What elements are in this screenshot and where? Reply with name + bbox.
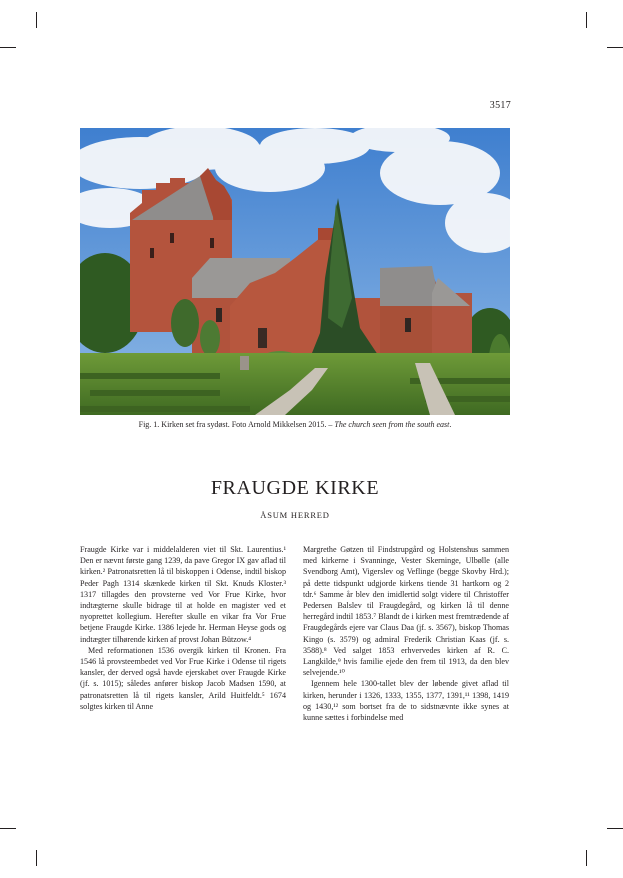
page-number: 3517 [489,100,511,111]
page-subtitle: ÅSUM HERRED [260,510,330,520]
figure-caption [80,419,510,430]
paragraph: Med reformationen 1536 overgik kirken til Kronen. Fra 1546 lå provsteembedet ved Vor Frue Kirke i Odense til rigets kansler, der derved også havde ejerskabet over Fraugde Kirke (jf. s. 1015); således anfører biskop Jacob Madsen 1590, at patronatsretten lå til rigets kansler, Arild Huitfeldt.⁵ 1674 solgtes kirken til Anne [80,645,286,711]
page-title: FRAUGDE KIRKE [210,477,380,499]
text-column-right [303,544,509,723]
caption-english: The church seen from the south east [334,420,450,429]
paragraph: Fraugde Kirke var i middelalderen viet til Skt. Laurentius.¹ Den er nævnt første gang 1239, da pave Gregor IX gav aflad til kirken.² Patronatsretten lå til biskoppen i Odense, indtil biskop Peder Pagh 1314 skænkede kirken til Skt. Knuds Kloster.³ 1317 tillagdes den provsterne ved Vor Frue Kirke, hvor indtægterne skulle bidrage til at holde en magister ved et nyoprettet kollegium. Herefter skulle en vikar fra Vor Frue betjene Fraugde Kirke. 1386 lejede hr. Herman Heyse gods og indtægter tilhørende kirken af provst Johan Bützow.⁴ [80,545,286,644]
caption-main: Fig. 1. Kirken set fra sydøst. Foto Arnold Mikkelsen 2015. – [138,420,335,429]
crop-mark-top-left-h [0,47,16,48]
paragraph: Margrethe Gøtzen til Findstrupgård og Holstenshus sammen med kirkerne i Svanninge, Vester Skerninge, Ulbølle (alle Svendborg Amt), Vigerslev og Veflinge (begge Skovby Hrd.); på dette tidspunkt udgjorde kirkens tiende 31 hartkorn og 2 tdr.⁶ Samme år blev den imidlertid solgt videre til Christoffer Pedersen Balslev til Fraugdegård, og kirken lå til denne herregård indtil 1853.⁷ Blandt de i kirken mest fremtrædende af Fraugdegårds ejere var Claus Daa (jf. s. 3567), biskop Thomas Kingo (s. 3579) og admiral Frederik Christian Kaas (jf. s. 3588).⁸ Ved salget 1853 erhvervedes kirken af R. C. Langkilde,⁹ hvis familie ejede den frem til 1913, da den blev selvejende.¹⁰ [303,545,510,678]
paragraph: Igennem hele 1300-tallet blev der løbende givet aflad til kirken, herunder i 1326, 1333, 1355, 1377, 1391,¹¹ 1398, 1419 og 1430,¹² som bortset fra de to sidstnævnte ikke synes at kunne sættes i forbindelse med [303,679,509,723]
caption-end: . [449,420,452,429]
crop-mark-bottom-left-h [0,828,16,829]
crop-mark-bottom-right-h [607,828,623,829]
crop-mark-top-left [36,12,37,28]
crop-mark-bottom-left [36,850,37,866]
text-column-left [80,544,286,712]
church-photo [80,128,510,415]
crop-mark-bottom-right [586,850,587,866]
crop-mark-top-right [586,12,587,28]
crop-mark-top-right-h [607,47,623,48]
